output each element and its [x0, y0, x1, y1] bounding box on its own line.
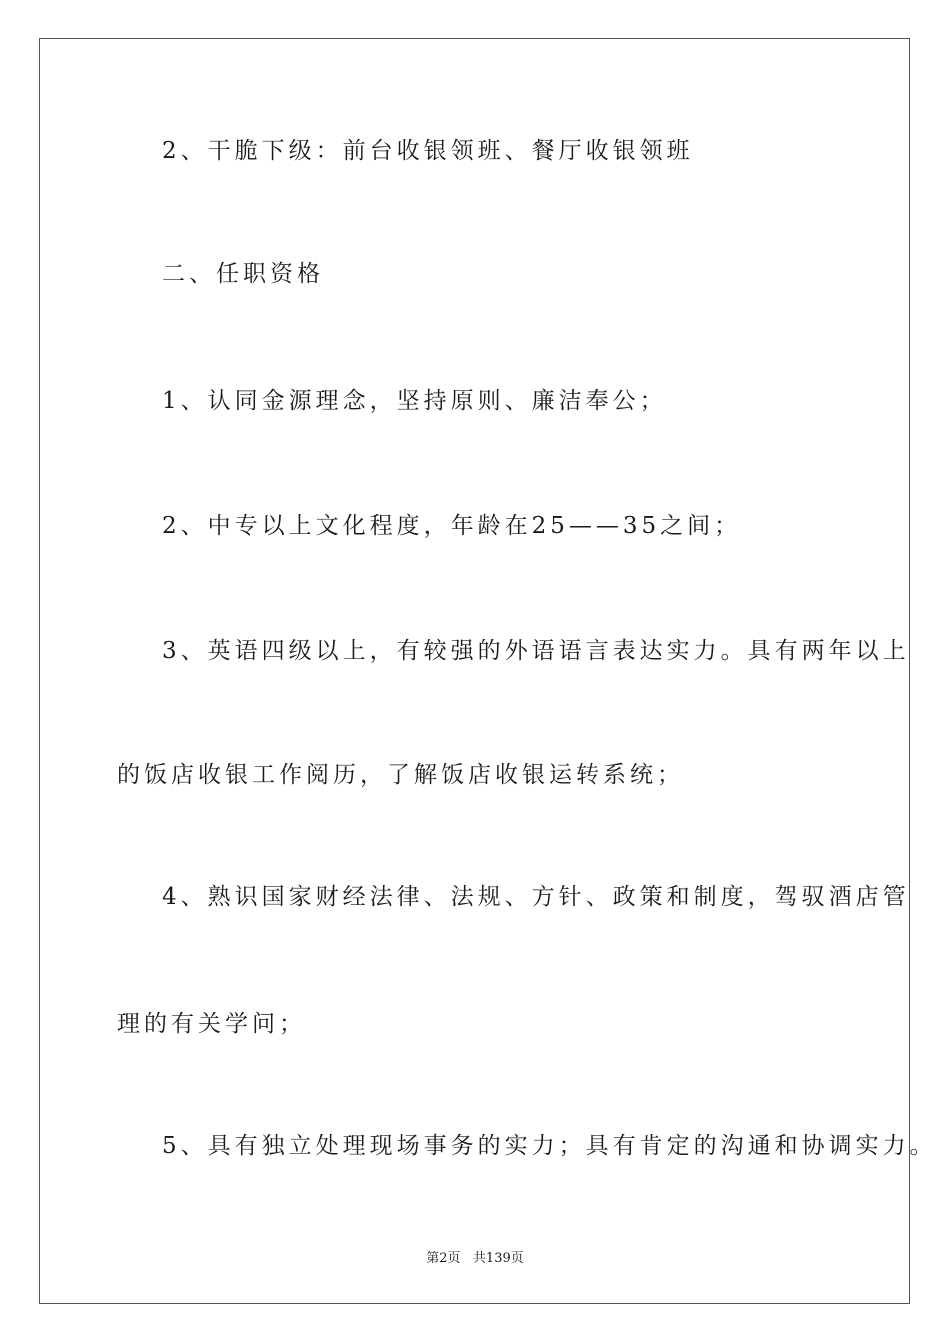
- paragraph-requirement-1: 1、认同金源理念，坚持原则、廉洁奉公；: [162, 388, 667, 414]
- section-heading-qualifications: 二、任职资格: [162, 261, 324, 287]
- paragraph-requirement-5: 5、具有独立处理现场事务的实力；具有肯定的沟通和协调实力。: [162, 1133, 937, 1159]
- page-number: 第2页: [426, 1251, 461, 1266]
- page-border: [39, 38, 910, 1304]
- paragraph-requirement-2: 2、中专以上文化程度，年龄在25——35之间；: [162, 513, 742, 539]
- page-footer: [0, 1247, 950, 1266]
- paragraph-requirement-3-line-2: 的饭店收银工作阅历，了解饭店收银运转系统；: [117, 762, 684, 788]
- paragraph-requirement-4-line-1: 4、熟识国家财经法律、法规、方针、政策和制度，驾驭酒店管: [162, 884, 910, 910]
- paragraph-direct-subordinates: 2、干脆下级：前台收银领班、餐厅收银领班: [162, 138, 694, 164]
- paragraph-requirement-4-line-2: 理的有关学问；: [117, 1011, 306, 1037]
- paragraph-requirement-3-line-1: 3、英语四级以上，有较强的外语语言表达实力。具有两年以上: [162, 638, 910, 664]
- total-pages: 共139页: [472, 1251, 524, 1266]
